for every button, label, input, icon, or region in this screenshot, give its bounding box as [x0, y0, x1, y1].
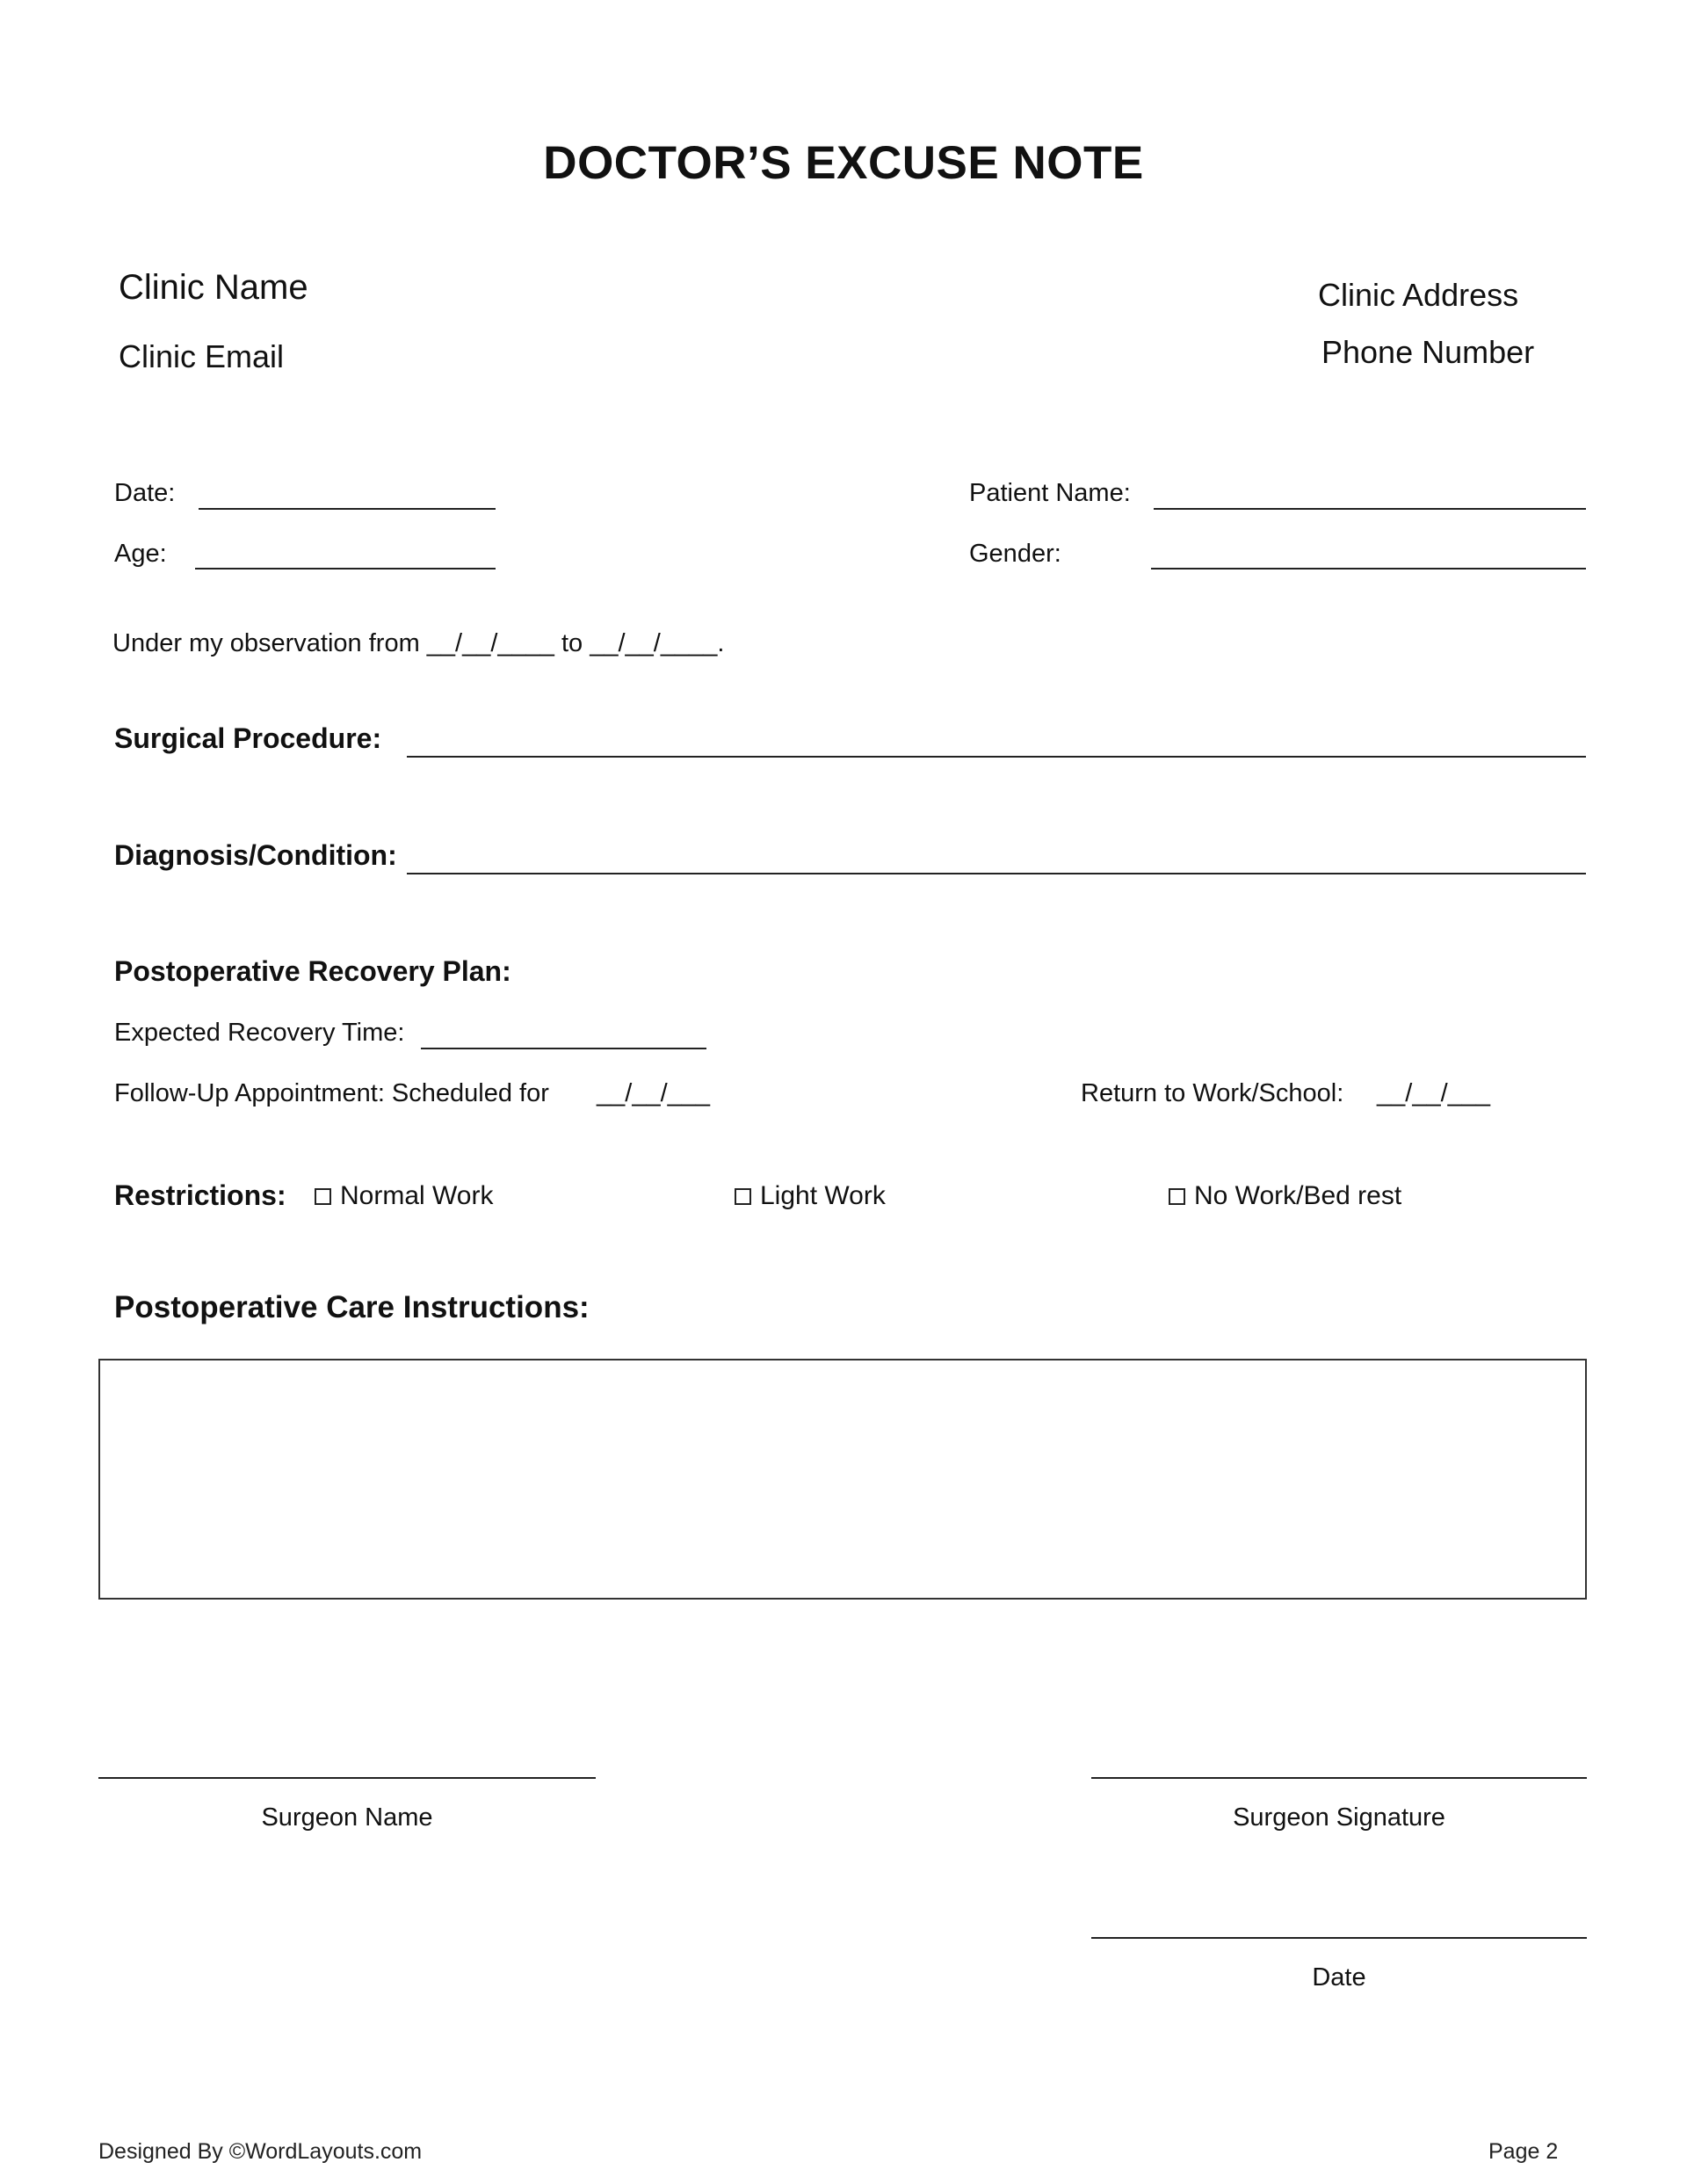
checkbox-icon[interactable]: [735, 1188, 751, 1205]
care-instructions-box[interactable]: [98, 1359, 1587, 1600]
clinic-email: Clinic Email: [119, 338, 285, 374]
restriction-no-work[interactable]: [1169, 1181, 1401, 1211]
signature-date-line[interactable]: [1091, 1937, 1587, 1939]
surgical-procedure-label: Surgical Procedure:: [114, 722, 382, 754]
page-number: Page 2: [1488, 2139, 1559, 2164]
clinic-address: Clinic Address: [1318, 277, 1519, 313]
diagnosis-label: Diagnosis/Condition:: [114, 839, 397, 871]
restriction-light-work[interactable]: [735, 1181, 886, 1211]
surgical-procedure-field[interactable]: [407, 756, 1586, 758]
document-title: DOCTOR’S EXCUSE NOTE: [543, 137, 1144, 189]
return-to-work-label: Return to Work/School:: [1081, 1079, 1344, 1107]
return-to-work-date-field[interactable]: __/__/___: [1377, 1079, 1491, 1107]
follow-up-date-field[interactable]: __/__/___: [597, 1079, 711, 1107]
surgeon-name-line[interactable]: [98, 1777, 596, 1779]
date-label: Date:: [114, 479, 176, 507]
restriction-option-label: Light Work: [760, 1181, 886, 1210]
clinic-phone: Phone Number: [1321, 334, 1535, 370]
follow-up-label: Follow-Up Appointment: Scheduled for: [114, 1079, 549, 1107]
gender-label: Gender:: [969, 540, 1061, 568]
patient-name-field[interactable]: [1154, 508, 1586, 510]
footer-credit: Designed By ©WordLayouts.com: [98, 2139, 423, 2164]
expected-recovery-label: Expected Recovery Time:: [114, 1019, 405, 1047]
restrictions-label: Restrictions:: [114, 1179, 286, 1211]
expected-recovery-field[interactable]: [421, 1048, 706, 1049]
checkbox-icon[interactable]: [315, 1188, 331, 1205]
surgeon-name-caption: Surgeon Name: [261, 1803, 433, 1832]
restriction-option-label: Normal Work: [340, 1181, 494, 1210]
clinic-name: Clinic Name: [119, 268, 308, 307]
surgeon-signature-caption: Surgeon Signature: [1233, 1803, 1445, 1832]
gender-field[interactable]: [1151, 568, 1586, 570]
signature-date-caption: Date: [1312, 1963, 1366, 1992]
surgeon-signature-line[interactable]: [1091, 1777, 1587, 1779]
age-label: Age:: [114, 540, 167, 568]
date-field[interactable]: [199, 508, 496, 510]
age-field[interactable]: [195, 568, 496, 570]
observation-statement[interactable]: Under my observation from __/__/____ to __/__/____.: [112, 629, 725, 657]
patient-name-label: Patient Name:: [969, 479, 1131, 507]
restriction-option-label: No Work/Bed rest: [1194, 1181, 1402, 1210]
checkbox-icon[interactable]: [1169, 1188, 1185, 1205]
recovery-plan-heading: Postoperative Recovery Plan:: [114, 955, 511, 987]
restriction-normal-work[interactable]: [315, 1181, 493, 1211]
diagnosis-field[interactable]: [407, 873, 1586, 874]
care-instructions-heading: Postoperative Care Instructions:: [114, 1290, 590, 1324]
